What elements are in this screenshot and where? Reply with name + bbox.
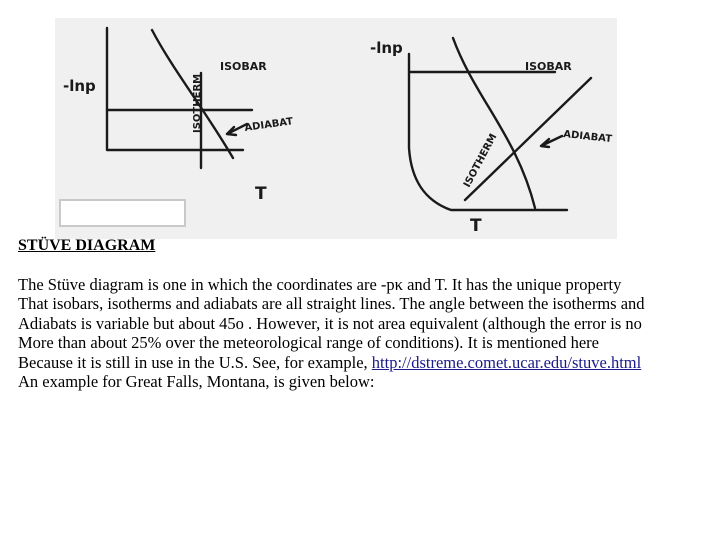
left-isotherm-label: ISOTHERM	[192, 73, 203, 133]
right-isotherm-label: ISOTHERM	[461, 132, 500, 190]
body-line-3: Adiabats is variable but about 45o . However, it is not area equivalent (although the error is no	[18, 313, 642, 333]
body-line-5	[18, 353, 708, 373]
right-isobar-label: ISOBAR	[525, 60, 572, 73]
body-line-6: An example for Great Falls, Montana, is given below:	[18, 372, 375, 391]
page-title: STÜVE DIAGRAM	[18, 237, 156, 254]
left-axes	[107, 28, 243, 150]
body-line-1: The Stüve diagram is one in which the coordinates are -pκ and T. It has the unique property	[18, 274, 622, 294]
right-axes	[409, 54, 567, 210]
empty-caption-box	[59, 199, 186, 227]
left-adiabat-label: ADIABAT	[243, 116, 294, 134]
body-line-4: More than about 25% over the meteorological range of conditions). It is mentioned here	[18, 333, 599, 352]
left-x-axis-label: T	[255, 184, 267, 204]
left-isobar-label: ISOBAR	[220, 60, 267, 73]
right-diagram	[370, 38, 613, 236]
right-adiabat-arrow	[541, 136, 562, 147]
body-line-2: That isobars, isotherms and adiabats are all straight lines. The angle between the isotherms and	[18, 294, 645, 313]
body-line-5-text: Because it is still in use in the U.S. See, for example,	[18, 352, 372, 372]
left-diagram	[63, 28, 294, 204]
right-y-axis-label: -lnp	[370, 39, 403, 57]
stuve-link[interactable]: http://dstreme.comet.ucar.edu/stuve.html	[371, 352, 642, 372]
right-adiabat-label: ADIABAT	[562, 129, 613, 146]
right-x-axis-label: T	[470, 216, 482, 236]
left-y-axis-label: -lnp	[63, 77, 96, 95]
description-text	[18, 236, 708, 392]
